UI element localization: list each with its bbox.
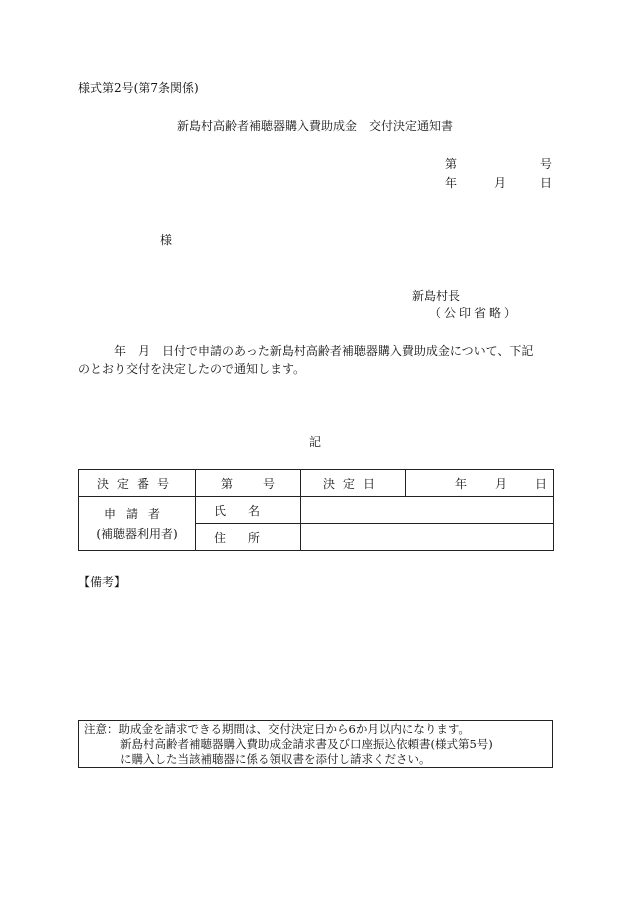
applicant-label: 申請者 <box>103 506 170 521</box>
name-field <box>301 497 554 524</box>
notice-line-3: に購入した当該補聴器に係る領収書を添付し請求ください。 <box>120 752 431 766</box>
remarks-heading: 【備考】 <box>78 575 127 589</box>
notice-box <box>78 720 553 768</box>
name-label: 氏名 <box>196 497 301 524</box>
date-year: 年 <box>445 176 458 190</box>
doc-number-suffix: 号 <box>540 157 553 171</box>
table-row <box>79 497 554 524</box>
form-id: 様式第2号(第7条関係) <box>78 81 199 95</box>
date-day: 日 <box>540 176 553 190</box>
table-date-day: 日 <box>534 476 547 491</box>
decision-table <box>78 469 554 551</box>
recipient-honorific: 様 <box>160 233 173 247</box>
document-title: 新島村高齢者補聴器購入費助成金 交付決定通知書 <box>176 119 453 133</box>
issuer-name: 新島村長 <box>412 289 461 303</box>
number-cell <box>196 470 301 497</box>
address-field <box>301 524 554 551</box>
table-date-year: 年 <box>454 476 467 491</box>
applicant-cell <box>79 497 196 551</box>
doc-number-prefix: 第 <box>445 157 458 171</box>
notice-line-2: 新島村高齢者補聴器購入費助成金請求書及び口座振込依頼書(様式第5号) <box>120 737 493 751</box>
body-line-2: のとおり交付を決定したので通知します。 <box>78 362 306 376</box>
date-month: 月 <box>494 176 507 190</box>
table-date-month: 月 <box>494 476 507 491</box>
body-line-1: 年 月 日付で申請のあった新島村高齢者補聴器購入費助成金について、下記 <box>114 344 534 358</box>
applicant-sublabel: (補聴器利用者) <box>96 526 178 541</box>
address-label: 住所 <box>196 524 301 551</box>
ki-heading: 記 <box>308 435 321 449</box>
table-row <box>79 470 554 497</box>
decision-number-label: 決定番号 <box>79 470 196 497</box>
notice-line-1: 注意：助成金を請求できる期間は、交付決定日から6か月以内になります。 <box>84 722 470 736</box>
body-text <box>78 342 534 378</box>
number-suffix: 号 <box>263 476 276 491</box>
number-prefix: 第 <box>220 476 233 491</box>
decision-date-label: 決定日 <box>301 470 406 497</box>
decision-date-value <box>406 470 554 497</box>
seal-note: （公印省略） <box>429 306 520 320</box>
